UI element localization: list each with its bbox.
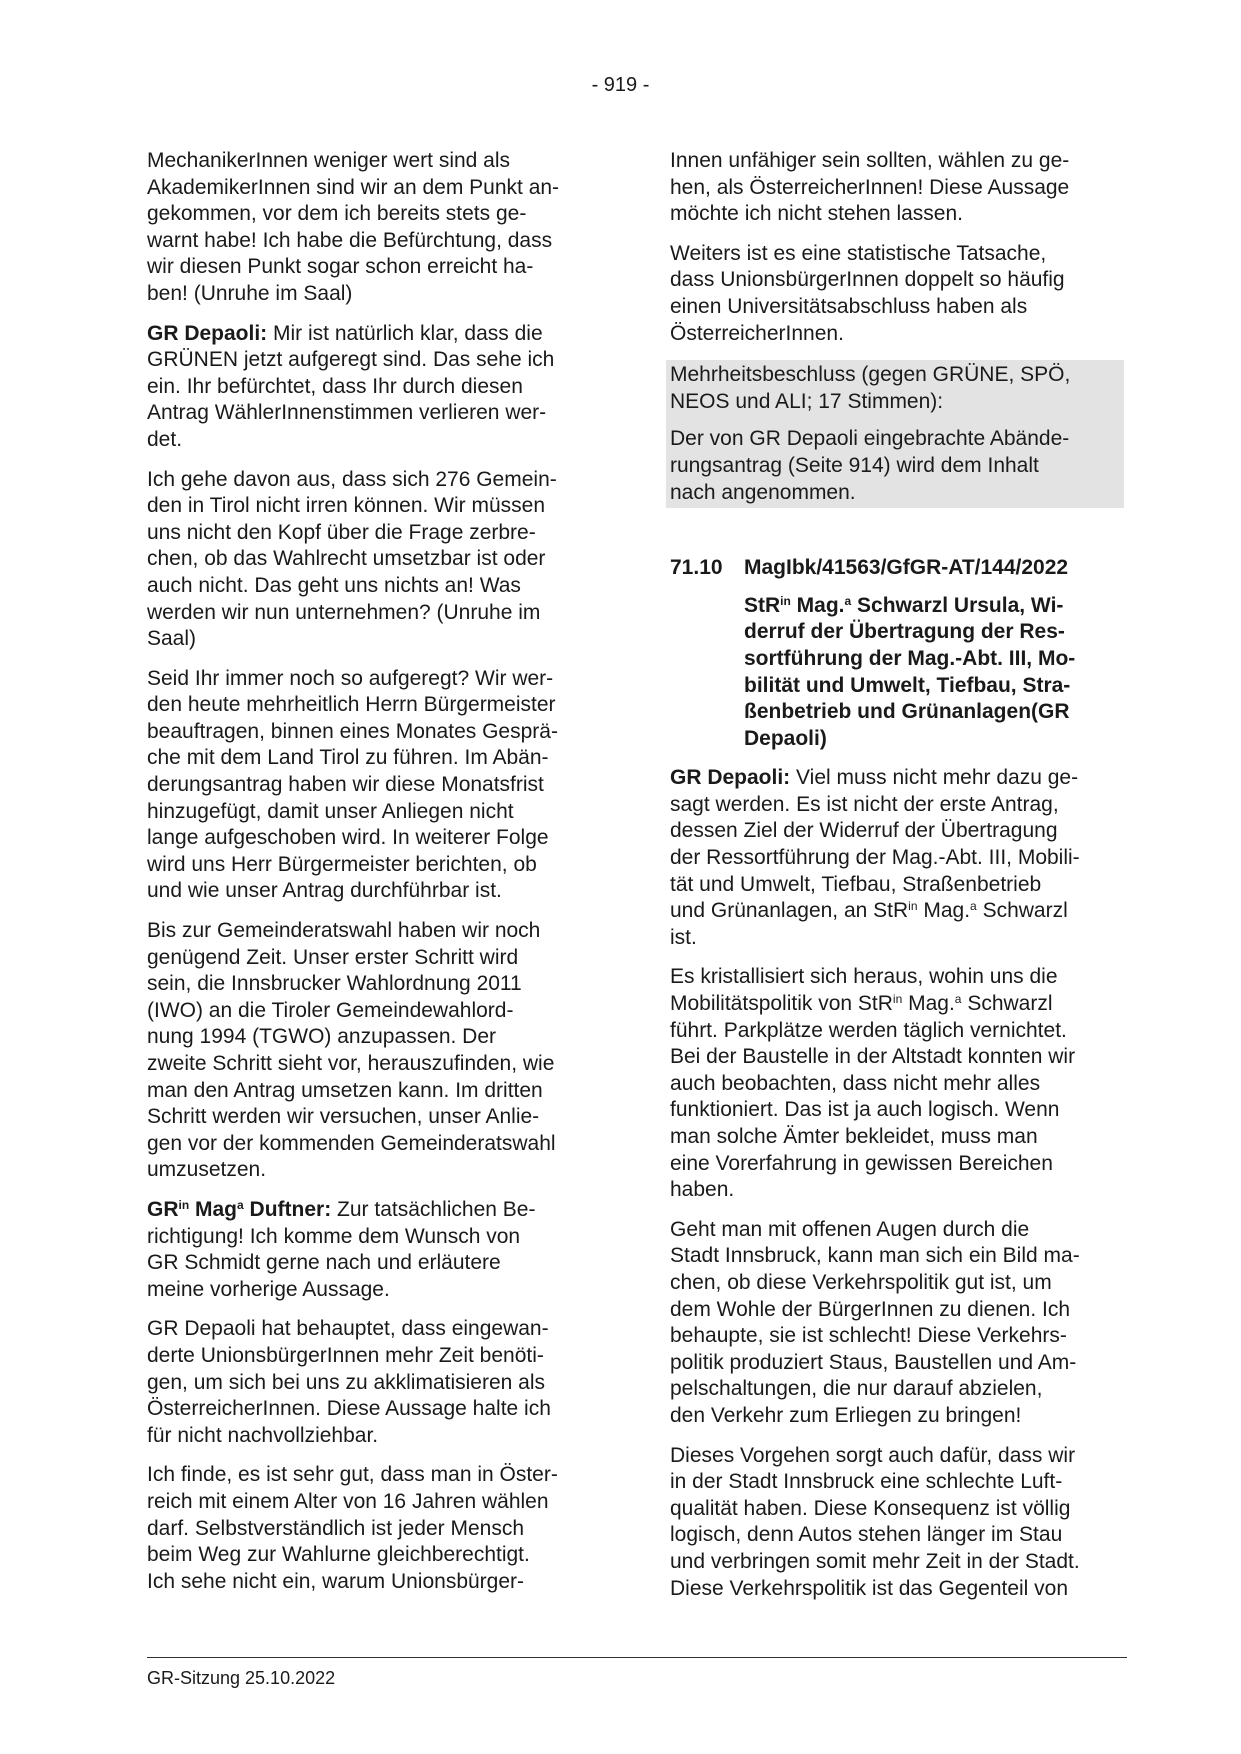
text-line (670, 898, 1120, 925)
text-run: Mag. (790, 593, 845, 617)
text-line: man solche Ämter bekleidet, muss man (670, 1125, 1038, 1148)
agenda-item-number: 71.10 (670, 556, 723, 580)
text-line: Ich finde, es ist sehr gut, dass man in Öster- (147, 1463, 558, 1487)
page-number: - 919 - (591, 74, 650, 96)
text-line: beauftragen, binnen eines Monates Gesprä- (147, 719, 558, 743)
paragraph (147, 148, 602, 308)
text-line: einen Universitätsabschluss haben als (670, 294, 1028, 318)
text-line: und verbringen somit mehr Zeit in der Stadt. (670, 1549, 1080, 1573)
text-line: funktioniert. Das ist ja auch logisch. Wenn (670, 1098, 1060, 1122)
text-line: derruf der Übertragung der Res- (744, 620, 1065, 644)
text-line: Seid Ihr immer noch so aufgeregt? Wir wer- (147, 666, 554, 690)
text-line: Mehrheitsbeschluss (gegen GRÜNE, SPÖ, (670, 363, 1071, 387)
paragraph (147, 1197, 602, 1303)
text-line: den in Tirol nicht irren können. Wir müssen (147, 494, 546, 518)
text-line: Schritt werden wir versuchen, unser Anlie- (147, 1105, 540, 1129)
text-run: Mag. (917, 899, 971, 923)
agenda-item-reference: MagIbk/41563/GfGR-AT/144/2022 (744, 556, 1069, 580)
text-line: richtigung! Ich komme dem Wunsch von (147, 1224, 521, 1248)
text-run: StR (744, 593, 781, 617)
superscript: a (844, 593, 852, 608)
speaker-name: GR Depaoli: (670, 766, 791, 790)
text-line: chen, ob diese Verkehrspolitik gut ist, um (670, 1270, 1052, 1294)
text-line: chen, ob das Wahlrecht umsetzbar ist oder (147, 547, 546, 571)
text-line: nung 1994 (TGWO) anzupassen. Der (147, 1025, 497, 1049)
right-column (670, 148, 1120, 1615)
text-line: und wie unser Antrag durchführbar ist. (147, 879, 502, 903)
text-run: Mag. (902, 992, 955, 1016)
text-line: che mit dem Land Tirol zu führen. Im Abän- (147, 746, 549, 770)
text-line: nach angenommen. (670, 480, 856, 504)
text-line: Der von GR Depaoli eingebrachte Abände- (670, 427, 1070, 451)
text-line (147, 1197, 602, 1224)
text-line: Antrag WählerInnenstimmen verlieren wer- (147, 401, 547, 425)
decision-paragraph (670, 362, 1120, 415)
text-line (670, 991, 1120, 1018)
text-line: in der Stadt Innsbruck eine schlechte Luft- (670, 1470, 1063, 1494)
text-line: gen, um sich bei uns zu akklimatisieren als (147, 1370, 546, 1394)
text-line: genügend Zeit. Unser erster Schritt wird (147, 945, 519, 969)
paragraph (147, 321, 602, 454)
text-line: MechanikerInnen weniger wert sind als (147, 149, 511, 172)
paragraph (670, 148, 1120, 228)
text-run: und Grünanlagen, an StR (670, 899, 909, 923)
paragraph (147, 1316, 602, 1449)
text-run: Schwarzl Ursula, Wi- (851, 593, 1064, 617)
text-run: Schwarzl (961, 992, 1053, 1016)
text-run: GR (147, 1197, 179, 1221)
text-line: ÖsterreicherInnen. Diese Aussage halte ich (147, 1397, 551, 1421)
text-line: der Ressortführung der Mag.-Abt. III, Mobili- (670, 846, 1080, 870)
superscript: in (908, 899, 918, 914)
text-line: (IWO) an die Tiroler Gemeindewahlord- (147, 998, 514, 1022)
paragraph (147, 467, 602, 653)
text-line: zweite Schritt sieht vor, herauszufinden, wie (147, 1052, 555, 1075)
text-line: (GR Depaoli) (744, 700, 1070, 750)
text-line: den heute mehrheitlich Herrn Bürgermeister (147, 693, 556, 717)
text-run: Viel muss nicht mehr dazu ge- (790, 766, 1079, 790)
decision-box (666, 360, 1124, 508)
text-line: dessen Ziel der Widerruf der Übertragung (670, 819, 1058, 843)
text-line: führt. Parkplätze werden täglich vernichtet. (670, 1018, 1067, 1042)
text-line: Diese Verkehrspolitik ist das Gegenteil von (670, 1576, 1069, 1600)
speaker-name: GR Depaoli: (147, 321, 268, 345)
text-line: für nicht nachvollziehbar. (147, 1423, 379, 1447)
footer-text: GR-Sitzung 25.10.2022 (147, 1668, 336, 1688)
text-line: dass UnionsbürgerInnen doppelt so häufig (670, 268, 1065, 292)
text-line (147, 321, 602, 348)
text-line: eine Vorerfahrung in gewissen Bereichen (670, 1151, 1053, 1175)
text-line: Bis zur Gemeinderatswahl haben wir noch (147, 919, 541, 943)
text-line: wird uns Herr Bürgermeister berichten, ob (147, 852, 537, 876)
text-line: Innen unfähiger sein sollten, wählen zu ge- (670, 149, 1070, 172)
text-line: politik produziert Staus, Baustellen und Am- (670, 1350, 1077, 1374)
text-line: Weiters ist es eine statistische Tatsache, (670, 241, 1047, 265)
text-line: dem Wohle der BürgerInnen zu dienen. Ich (670, 1297, 1071, 1321)
paragraph (147, 1462, 602, 1595)
text-line: man den Antrag umsetzen kann. Im dritten (147, 1078, 543, 1102)
text-line: umzusetzen. (147, 1158, 267, 1182)
text-line: tät und Umwelt, Tiefbau, Straßenbetrieb (670, 872, 1042, 896)
footer-divider (147, 1657, 1127, 1658)
text-line: darf. Selbstverständlich ist jeder Mensch (147, 1516, 525, 1540)
text-line: AkademikerInnen sind wir an dem Punkt an- (147, 175, 560, 199)
superscript: in (892, 992, 903, 1007)
text-line: GR Depaoli hat behauptet, dass eingewan- (147, 1317, 549, 1341)
text-run: Mag (189, 1197, 238, 1221)
text-run: Mir ist natürlich klar, dass die (267, 321, 543, 345)
text-line: logisch, denn Autos stehen länger im Stau (670, 1523, 1063, 1547)
text-line: Stadt Innsbruck, kann man sich ein Bild ma- (670, 1244, 1080, 1268)
text-line (670, 765, 1120, 792)
text-run: Mobilitätspolitik von StR (670, 992, 893, 1016)
text-line: wir diesen Punkt sogar schon erreicht ha- (147, 255, 534, 279)
text-line: GR Schmidt gerne nach und erläutere (147, 1251, 501, 1275)
text-line: derte UnionsbürgerInnen mehr Zeit benöti- (147, 1343, 544, 1367)
superscript: a (970, 899, 977, 914)
paragraph (670, 765, 1120, 951)
text-line: qualität haben. Diese Konsequenz ist völlig (670, 1496, 1071, 1520)
text-line: haben. (670, 1178, 735, 1202)
agenda-item-heading (670, 555, 1120, 582)
text-line: den Verkehr zum Erliegen zu bringen! (670, 1403, 1022, 1427)
text-line: bilität und Umwelt, Tiefbau, Stra- (744, 673, 1071, 697)
text-line: Ich gehe davon aus, dass sich 276 Gemein- (147, 467, 557, 491)
text-line: rungsantrag (Seite 914) wird dem Inhalt (670, 453, 1039, 477)
text-line: Saal) (147, 627, 197, 651)
paragraph (670, 241, 1120, 347)
text-line: lange aufgeschoben wird. In weiterer Folge (147, 826, 549, 850)
paragraph (670, 964, 1120, 1203)
text-line: GRÜNEN jetzt aufgeregt sind. Das sehe ich (147, 348, 555, 372)
text-line: hinzugefügt, damit unser Anliegen nicht (147, 799, 514, 823)
text-line: auch beobachten, dass nicht mehr alles (670, 1071, 1041, 1095)
text-line: warnt habe! Ich habe die Befürchtung, dass (147, 228, 553, 252)
agenda-item-title (744, 593, 1120, 753)
paragraph (670, 1217, 1120, 1430)
text-line: beim Weg zur Wahlurne gleichberechtigt. (147, 1543, 530, 1567)
text-line: behaupte, sie ist schlecht! Diese Verkehrs- (670, 1324, 1067, 1348)
text-line: gen vor der kommenden Gemeinderatswahl (147, 1131, 556, 1155)
text-line: ßenbetrieb und Grünanlagen (744, 700, 1032, 724)
text-line: det. (147, 427, 183, 451)
superscript: in (780, 593, 791, 608)
text-run: Duftner: (243, 1197, 332, 1221)
paragraph (670, 1443, 1120, 1603)
text-line: sagt werden. Es ist nicht der erste Antrag, (670, 792, 1059, 816)
decision-paragraph (670, 426, 1120, 506)
speaker-name (147, 1198, 331, 1221)
text-line: ben! (Unruhe im Saal) (147, 281, 353, 305)
text-line: uns nicht den Kopf über die Frage zerbre- (147, 520, 536, 544)
text-line: sortführung der Mag.-Abt. III, Mo- (744, 646, 1076, 670)
text-line: Es kristallisiert sich heraus, wohin uns die (670, 965, 1058, 989)
text-line: Bei der Baustelle in der Altstadt konnten wir (670, 1045, 1076, 1069)
text-run: Schwarzl (976, 899, 1068, 923)
text-line: meine vorherige Aussage. (147, 1277, 390, 1301)
text-line: Ich sehe nicht ein, warum Unionsbürger- (147, 1569, 525, 1593)
text-line: Dieses Vorgehen sorgt auch dafür, dass wir (670, 1443, 1076, 1467)
superscript: a (237, 1197, 244, 1212)
text-line: hen, als ÖsterreicherInnen! Diese Aussage (670, 175, 1070, 199)
text-line: gekommen, vor dem ich bereits stets ge- (147, 202, 527, 226)
left-column (147, 148, 602, 1608)
text-line: ein. Ihr befürchtet, dass Ihr durch diesen (147, 374, 523, 398)
text-line (744, 594, 1063, 617)
text-line: auch nicht. Das geht uns nichts an! Was (147, 573, 521, 597)
text-run: Zur tatsächlichen Be- (331, 1197, 536, 1221)
text-line: NEOS und ALI; 17 Stimmen): (670, 389, 944, 413)
superscript: in (178, 1197, 190, 1212)
text-line: möchte ich nicht stehen lassen. (670, 202, 963, 226)
text-line: pelschaltungen, die nur darauf abzielen, (670, 1377, 1043, 1401)
superscript: a (954, 992, 962, 1007)
text-line: ÖsterreicherInnen. (670, 321, 844, 345)
text-line: derungsantrag haben wir diese Monatsfrist (147, 773, 544, 797)
text-line: reich mit einem Alter von 16 Jahren wählen (147, 1489, 549, 1513)
text-line: Geht man mit offenen Augen durch die (670, 1217, 1030, 1241)
text-line: werden wir nun unternehmen? (Unruhe im (147, 600, 541, 624)
text-line: sein, die Innsbrucker Wahlordnung 2011 (147, 972, 522, 996)
text-line: ist. (670, 925, 697, 949)
paragraph (147, 918, 602, 1184)
paragraph (147, 666, 602, 905)
